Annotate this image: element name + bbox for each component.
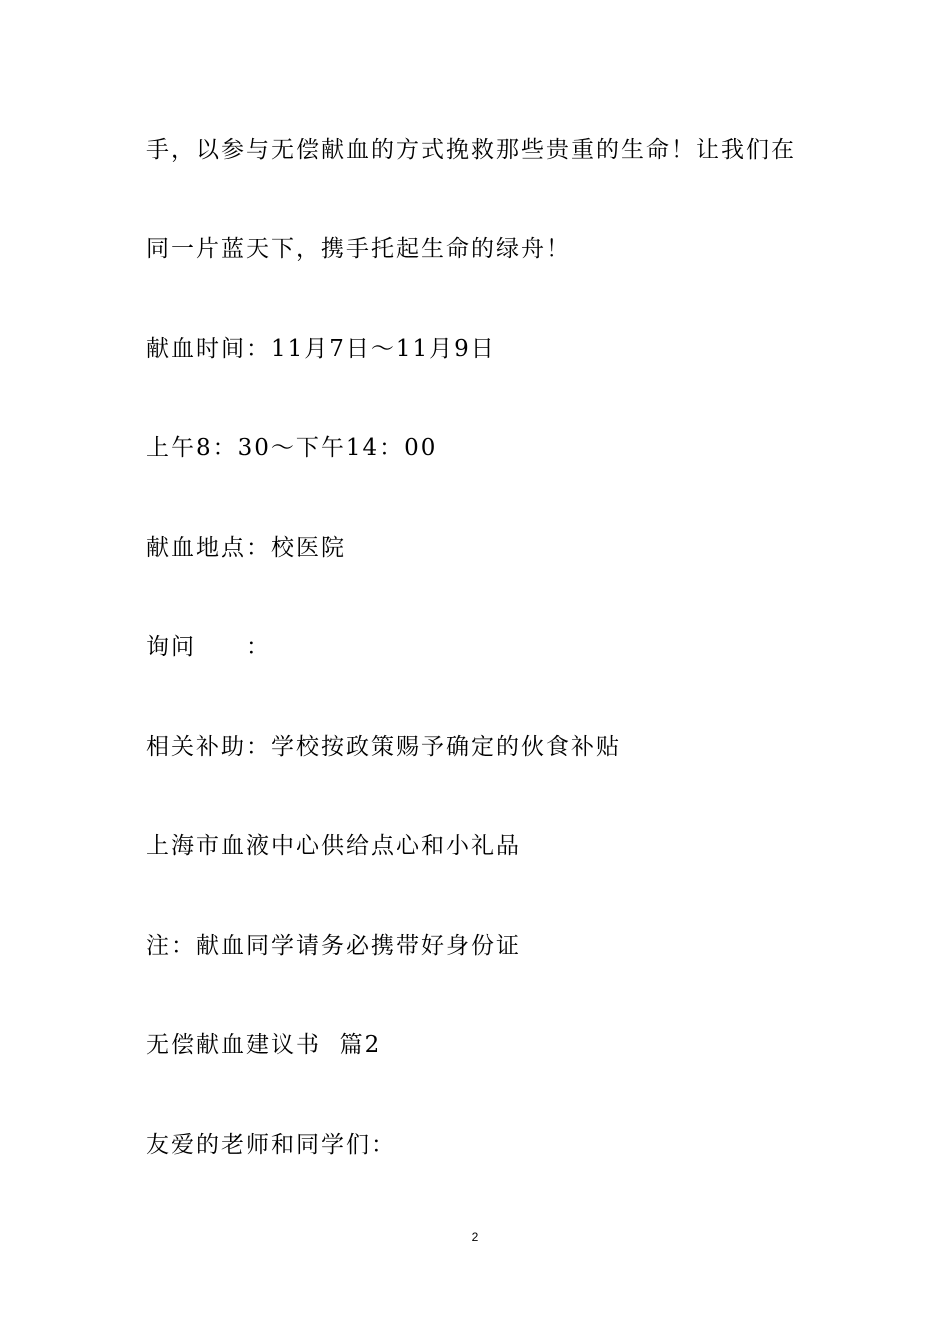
donation-location-line: 献血地点：校医院 [146,535,346,561]
inquiry-line: 询问 ： [146,634,271,660]
page-number: 2 [471,1230,479,1244]
salutation-line: 友爱的老师和同学们： [146,1132,396,1158]
note-line: 注：献血同学请务必携带好身份证 [146,933,521,959]
subsidy-line: 相关补助：学校按政策赐予确定的伙食补贴 [146,734,621,760]
section-heading: 无偿献血建议书 篇2 [146,1032,382,1058]
donation-hours-line: 上午8：30～下午14：00 [146,435,438,461]
paragraph-line: 手，以参与无偿献血的方式挽救那些贵重的生命！让我们在 [146,137,796,163]
subsidy-detail-line: 上海市血液中心供给点心和小礼品 [146,833,521,859]
paragraph-line: 同一片蓝天下，携手托起生命的绿舟！ [146,236,571,262]
donation-time-line: 献血时间：11月7日～11月9日 [146,336,496,362]
